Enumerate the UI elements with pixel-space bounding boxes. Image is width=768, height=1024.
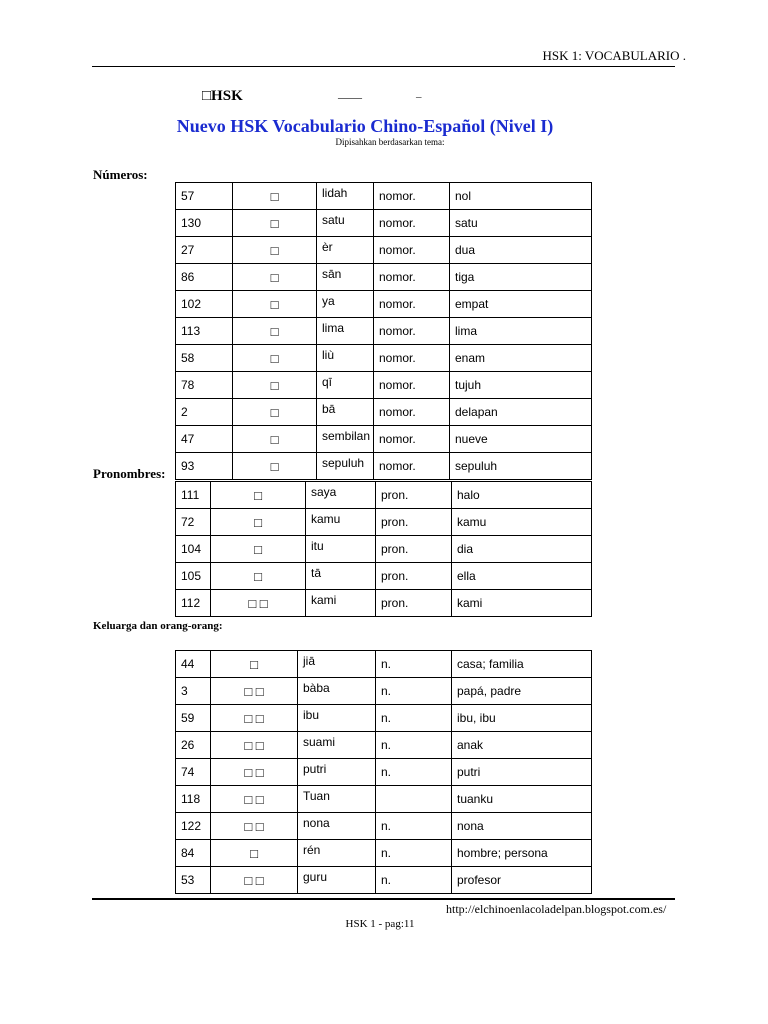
part-of-speech-cell: pron. [376,509,452,536]
part-of-speech-cell [376,786,452,813]
pinyin-cell: Tuan [298,786,376,813]
pinyin-cell: nona [298,813,376,840]
vocab-table-pronombres [175,481,592,617]
entry-number: 102 [176,291,233,318]
table-row [176,372,592,399]
pinyin-cell: kamu [306,509,376,536]
hanzi-cell: □ □ [211,759,298,786]
meaning-cell: halo [452,482,592,509]
table-row [176,813,592,840]
hanzi-cell: □ [233,345,317,372]
header-rule [92,66,675,67]
hanzi-cell: □ □ [211,786,298,813]
hanzi-cell: □ □ [211,813,298,840]
part-of-speech-cell: nomor. [374,291,450,318]
pinyin-cell: suami [298,732,376,759]
meaning-cell: enam [450,345,592,372]
table-row [176,786,592,813]
entry-number: 47 [176,426,233,453]
heading-dash-short: – [416,91,422,103]
page-number: HSK 1 - pag:11 [345,918,415,930]
table-row [176,732,592,759]
entry-number: 3 [176,678,211,705]
part-of-speech-cell: n. [376,705,452,732]
pinyin-cell: ibu [298,705,376,732]
entry-number: 130 [176,210,233,237]
table-row [176,318,592,345]
table-row [176,705,592,732]
part-of-speech-cell: n. [376,813,452,840]
hanzi-cell: □ [233,264,317,291]
footer-url: http://elchinoenlacoladelpan.blogspot.com.es/ [446,902,667,916]
table-row [176,399,592,426]
table-row [176,651,592,678]
table-row [176,237,592,264]
part-of-speech-cell: nomor. [374,183,450,210]
meaning-cell: putri [452,759,592,786]
pinyin-cell: putri [298,759,376,786]
entry-number: 58 [176,345,233,372]
meaning-cell: ibu, ibu [452,705,592,732]
pinyin-cell: itu [306,536,376,563]
hanzi-cell: □ □ [211,867,298,894]
entry-number: 84 [176,840,211,867]
running-header: HSK 1: VOCABULARIO . [542,48,686,63]
section-heading-numeros: Números: [93,167,148,182]
part-of-speech-cell: n. [376,840,452,867]
meaning-cell: hombre; persona [452,840,592,867]
part-of-speech-cell: nomor. [374,426,450,453]
hanzi-cell: □ [211,536,306,563]
meaning-cell: empat [450,291,592,318]
part-of-speech-cell: n. [376,867,452,894]
table-row [176,678,592,705]
part-of-speech-cell: nomor. [374,264,450,291]
hanzi-cell: □ [233,372,317,399]
pinyin-cell: lidah [317,183,374,210]
pinyin-cell: bā [317,399,374,426]
part-of-speech-cell: nomor. [374,399,450,426]
table-row [176,264,592,291]
meaning-cell: profesor [452,867,592,894]
entry-number: 113 [176,318,233,345]
entry-number: 78 [176,372,233,399]
section-heading-keluarga: Keluarga dan orang-orang: [93,620,223,632]
pinyin-cell: jiā [298,651,376,678]
meaning-cell: tujuh [450,372,592,399]
table-row [176,590,592,617]
meaning-cell: dia [452,536,592,563]
meaning-cell: casa; familia [452,651,592,678]
hanzi-cell: □ [233,291,317,318]
entry-number: 59 [176,705,211,732]
meaning-cell: nueve [450,426,592,453]
hanzi-cell: □ □ [211,705,298,732]
part-of-speech-cell: pron. [376,482,452,509]
page-title: Nuevo HSK Vocabulario Chino-Español (Nivel I) [176,116,554,136]
part-of-speech-cell: n. [376,732,452,759]
hanzi-cell: □ [211,563,306,590]
hanzi-cell: □ [233,210,317,237]
entry-number: 111 [176,482,211,509]
entry-number: 122 [176,813,211,840]
part-of-speech-cell: n. [376,651,452,678]
table-row [176,563,592,590]
entry-number: 27 [176,237,233,264]
heading-dash: —— [338,90,362,104]
entry-number: 26 [176,732,211,759]
entry-number: 105 [176,563,211,590]
pinyin-cell: kami [306,590,376,617]
part-of-speech-cell: n. [376,759,452,786]
table-row [176,867,592,894]
entry-number: 118 [176,786,211,813]
part-of-speech-cell: pron. [376,536,452,563]
hanzi-cell: □ [233,453,317,480]
part-of-speech-cell: nomor. [374,372,450,399]
hanzi-cell: □ □ [211,732,298,759]
hanzi-cell: □ [211,482,306,509]
pinyin-cell: saya [306,482,376,509]
hanzi-cell: □ [233,318,317,345]
hanzi-cell: □ [233,426,317,453]
meaning-cell: ella [452,563,592,590]
meaning-cell: lima [450,318,592,345]
table-row [176,345,592,372]
pinyin-cell: sembilan [317,426,374,453]
meaning-cell: papá, padre [452,678,592,705]
meaning-cell: kamu [452,509,592,536]
hanzi-cell: □ [211,509,306,536]
section-heading-pronombres: Pronombres: [93,466,166,481]
meaning-cell: dua [450,237,592,264]
part-of-speech-cell: nomor. [374,318,450,345]
pinyin-cell: guru [298,867,376,894]
pinyin-cell: liù [317,345,374,372]
meaning-cell: nona [452,813,592,840]
meaning-cell: tuanku [452,786,592,813]
pinyin-cell: rén [298,840,376,867]
table-row [176,840,592,867]
entry-number: 53 [176,867,211,894]
table-row [176,183,592,210]
meaning-cell: delapan [450,399,592,426]
entry-number: 93 [176,453,233,480]
part-of-speech-cell: pron. [376,563,452,590]
hanzi-cell: □ [233,237,317,264]
page-subtitle: Dipisahkan berdasarkan tema: [335,137,445,147]
entry-number: 74 [176,759,211,786]
table-row [176,291,592,318]
part-of-speech-cell: nomor. [374,210,450,237]
entry-number: 104 [176,536,211,563]
entry-number: 57 [176,183,233,210]
pinyin-cell: sān [317,264,374,291]
hanzi-cell: □ [233,399,317,426]
hanzi-cell: □ [211,651,298,678]
table-row [176,453,592,480]
meaning-cell: sepuluh [450,453,592,480]
part-of-speech-cell: nomor. [374,453,450,480]
meaning-cell: satu [450,210,592,237]
hanzi-cell: □ □ [211,590,306,617]
meaning-cell: anak [452,732,592,759]
part-of-speech-cell: n. [376,678,452,705]
pinyin-cell: satu [317,210,374,237]
hanzi-cell: □ [233,183,317,210]
entry-number: 2 [176,399,233,426]
table-row [176,426,592,453]
pinyin-cell: qī [317,372,374,399]
part-of-speech-cell: pron. [376,590,452,617]
pinyin-cell: èr [317,237,374,264]
part-of-speech-cell: nomor. [374,345,450,372]
meaning-cell: nol [450,183,592,210]
footer-rule [92,898,675,900]
pinyin-cell: lima [317,318,374,345]
part-of-speech-cell: nomor. [374,237,450,264]
pinyin-cell: tā [306,563,376,590]
entry-number: 72 [176,509,211,536]
meaning-cell: kami [452,590,592,617]
table-row [176,210,592,237]
entry-number: 112 [176,590,211,617]
pinyin-cell: bàba [298,678,376,705]
pinyin-cell: ya [317,291,374,318]
hsk-heading: □HSK [202,88,243,104]
table-row [176,759,592,786]
table-row [176,536,592,563]
meaning-cell: tiga [450,264,592,291]
table-row [176,482,592,509]
vocab-table-keluarga [175,650,592,894]
hanzi-cell: □ □ [211,678,298,705]
hanzi-cell: □ [211,840,298,867]
vocab-table-numeros [175,182,592,480]
entry-number: 44 [176,651,211,678]
pinyin-cell: sepuluh [317,453,374,480]
table-row [176,509,592,536]
entry-number: 86 [176,264,233,291]
